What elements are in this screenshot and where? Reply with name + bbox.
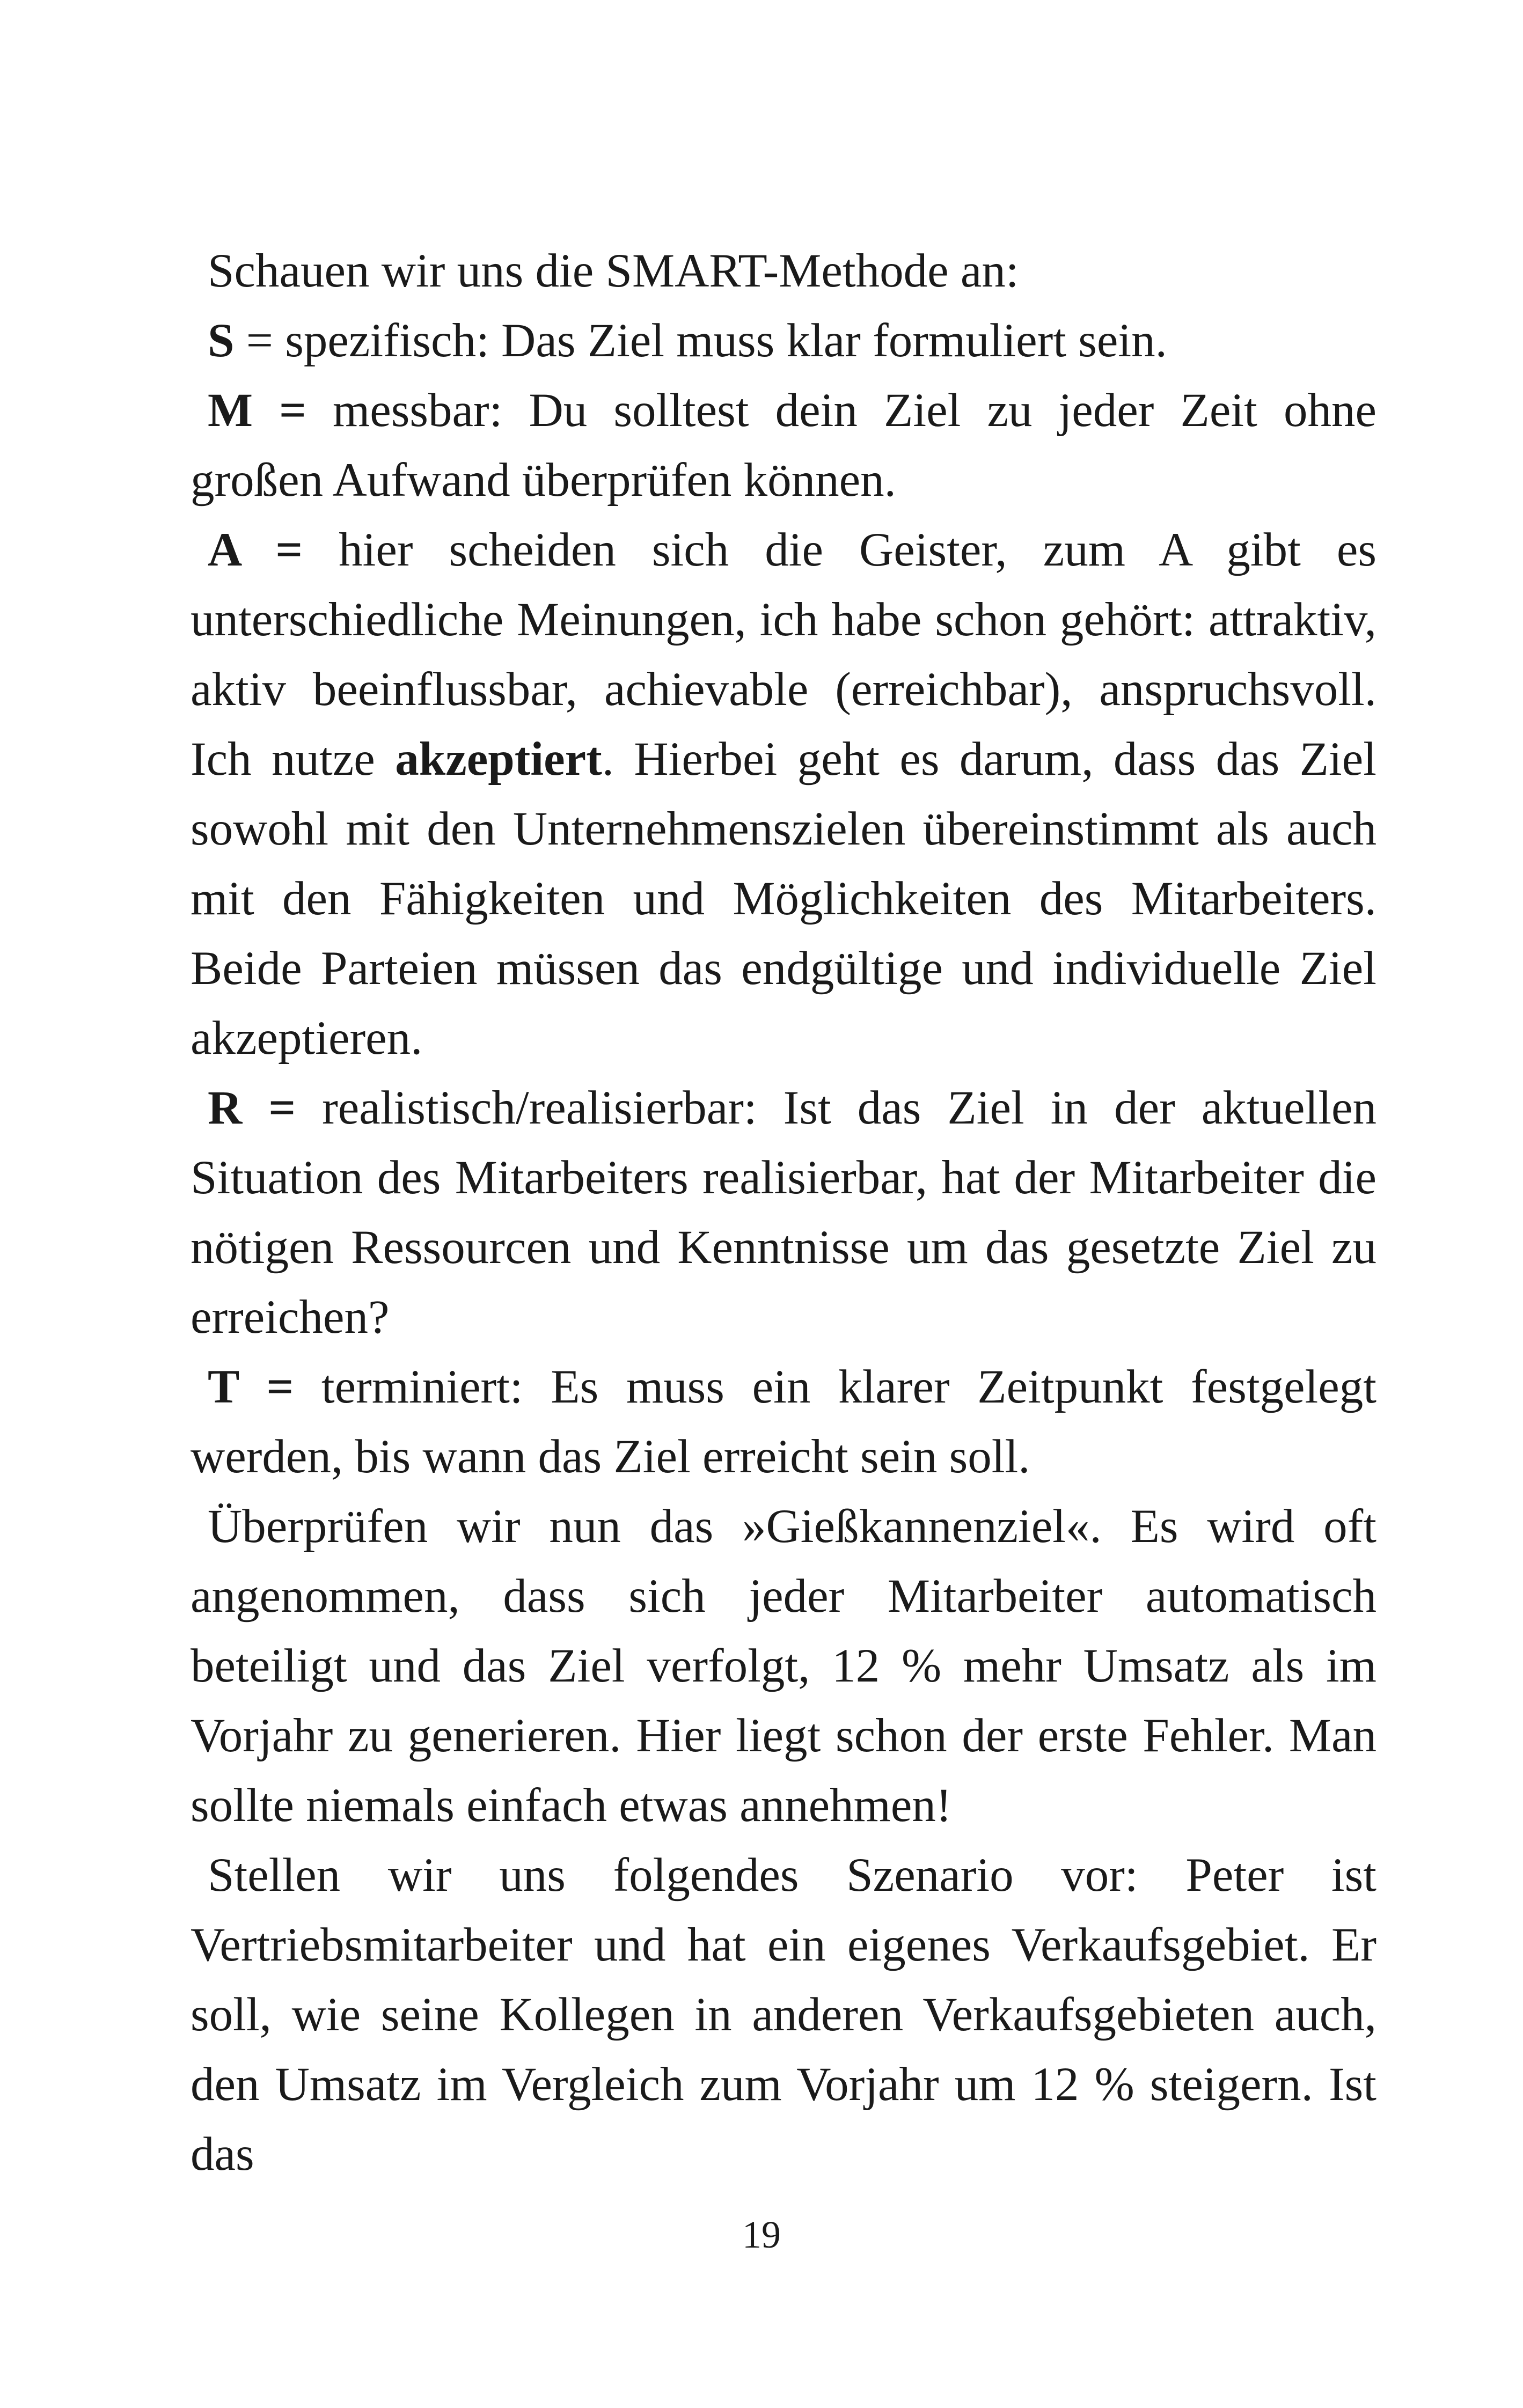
giesskannenziel-text: Überprüfen wir nun das »Gießkannenziel«. Es wird oft angenommen, dass sich jeder Mitarbeiter automatisch beteiligt und das Ziel verfolgt, 12 % mehr Umsatz als im Vorjahr zu generieren. Hier liegt schon der erste Fehler. Man sollte niemals einfach etwas annehmen! — [191, 1500, 1376, 1832]
smart-letter-r: R = — [208, 1082, 296, 1134]
smart-a-emphasis: akzeptiert — [395, 733, 602, 785]
smart-a-text-before: hier scheiden sich die Geister, zum A gibt es unterschiedliche Meinungen, ich habe schon gehört: attraktiv, aktiv beeinflussbar, achievable (erreichbar), anspruchsvoll. Ich nutze — [191, 524, 1377, 785]
smart-letter-m: M = — [208, 384, 306, 437]
smart-letter-t: T = — [208, 1361, 294, 1413]
paragraph-giesskannenziel — [191, 1492, 1376, 1840]
body-text — [191, 236, 1376, 2189]
paragraph-smart-r — [191, 1073, 1376, 1352]
smart-t-text: terminiert: Es muss ein klarer Zeitpunkt festgelegt werden, bis wann das Ziel erreicht sein soll. — [191, 1361, 1377, 1483]
smart-s-text: = spezifisch: Das Ziel muss klar formuliert sein. — [234, 314, 1167, 367]
paragraph-smart-m — [191, 376, 1376, 515]
paragraph-smart-t — [191, 1352, 1376, 1492]
smart-m-text: messbar: Du solltest dein Ziel zu jeder Zeit ohne großen Aufwand überprüfen können. — [191, 384, 1376, 506]
paragraph-szenario — [191, 1840, 1376, 2189]
smart-a-text-after: . Hierbei geht es darum, dass das Ziel sowohl mit den Unternehmenszielen übereinstimmt als auch mit den Fähigkeiten und Möglichkeiten des Mitarbeiters. Beide Parteien müssen das endgültige und individuelle Ziel akzeptieren. — [191, 733, 1376, 1064]
intro-text: Schauen wir uns die SMART-Methode an: — [208, 245, 1019, 297]
szenario-text: Stellen wir uns folgendes Szenario vor: Peter ist Vertriebsmitarbeiter und hat ein eigenes Verkaufsgebiet. Er soll, wie seine Kollegen in anderen Verkaufsgebieten auch, den Umsatz im Vergleich zum Vorjahr um 12 % steigern. Ist das — [191, 1849, 1376, 2181]
smart-letter-s: S — [208, 314, 235, 367]
page-number: 19 — [742, 2213, 781, 2256]
paragraph-intro — [191, 236, 1376, 306]
paragraph-smart-a — [191, 515, 1376, 1073]
paragraph-smart-s — [191, 306, 1376, 376]
smart-r-text: realistisch/realisierbar: Ist das Ziel in der aktuellen Situation des Mitarbeiters realisierbar, hat der Mitarbeiter die nötigen Ressourcen und Kenntnisse um das gesetzte Ziel zu erreichen? — [191, 1082, 1376, 1344]
smart-letter-a: A = — [208, 524, 303, 576]
